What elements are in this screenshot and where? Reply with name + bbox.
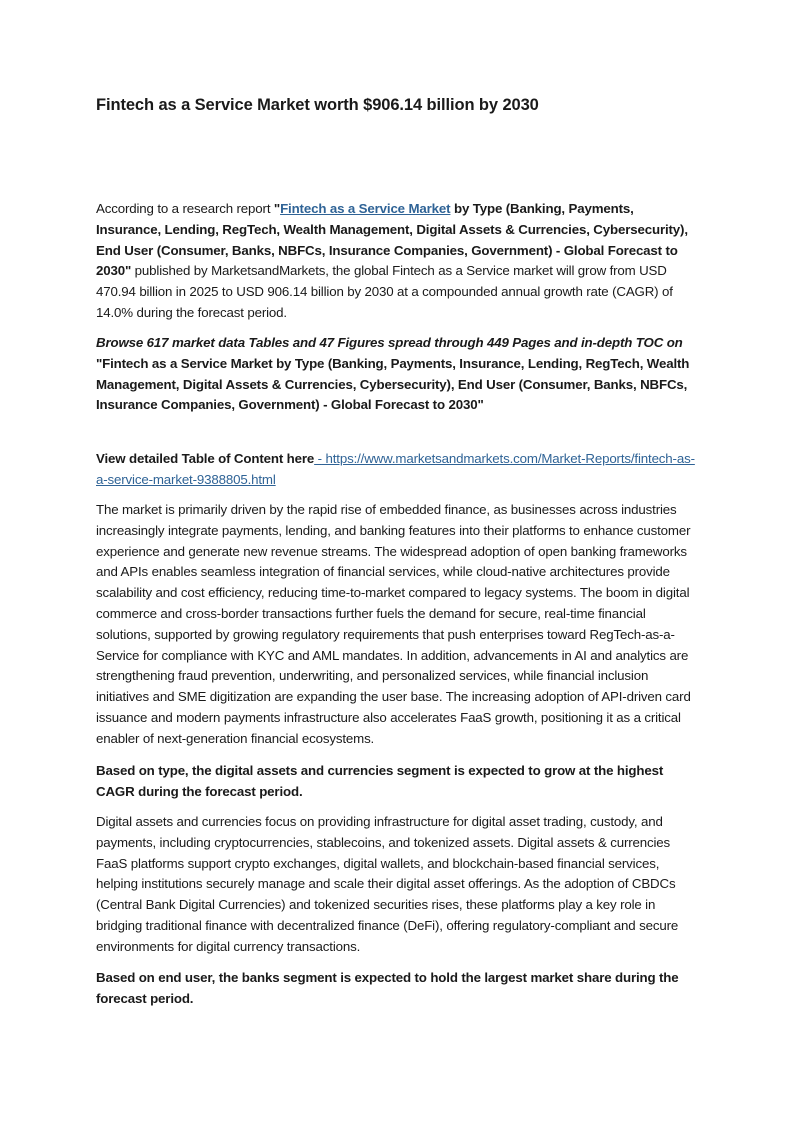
intro-tail: published by MarketsandMarkets, the global Fintech as a Service market will grow from USD 470.94 billion in 2025 to USD 906.14 billion by 2030 at a compounded annual growth rate (CAGR) of 14.0% during the forecast period. [96,263,673,320]
toc-url-link[interactable]: https://www.marketsandmarkets.com/Market-Reports/fintech-as-a-service-market-9388805.html [96,451,695,487]
browse-italic: Browse 617 market data Tables and 47 Figures spread through 449 Pages and in-depth TOC on [96,335,683,350]
intro-paragraph [96,199,700,324]
intro-lead: According to a research report [96,201,274,216]
browse-paragraph [96,333,700,416]
type-heading: Based on type, the digital assets and currencies segment is expected to grow at the highest CAGR during the forecast period. [96,763,664,799]
page-title: Fintech as a Service Market worth $906.14 billion by 2030 [96,96,539,114]
type-body: Digital assets and currencies focus on providing infrastructure for digital asset trading, custody, and payments, including cryptocurrencies, stablecoins, and tokenized assets. Digital assets & currencies FaaS platforms support crypto exchanges, digital wallets, and blockchain-based financial services, helping institutions securely manage and scale their digital asset offerings. As the adoption of CBDCs (Central Bank Digital Currencies) and tokenized securities rises, these platforms play a key role in bridging traditional finance with decentralized finance (DeFi), offering regulatory-compliant and secure environments for digital currency transactions. [96,814,679,954]
intro-quote-open: " [273,201,281,216]
drivers-paragraph: The market is primarily driven by the rapid rise of embedded finance, as businesses across industries increasingly integrate payments, lending, and banking features into their platforms to enhance customer experience and generate new revenue streams. The widespread adoption of open banking frameworks and APIs enables seamless integration of financial services, while cloud-native architectures provide scalability and cost efficiency, reducing time-to-market compared to legacy systems. The boom in digital commerce and cross-border transactions further fuels the demand for secure, real-time financial solutions, supported by growing regulatory requirements that push enterprises toward RegTech-as-a-Service for compliance with KYC and AML mandates. In addition, advancements in AI and analytics are strengthening fraud prevention, underwriting, and personalized services, while financial inclusion initiatives and SME digitization are expanding the user base. The increasing adoption of API-driven card issuance and modern payments infrastructure also accelerates FaaS growth, positioning it as a critical enabler of next-generation financial ecosystems. [96,502,691,746]
toc-dash[interactable]: - [314,451,322,466]
report-title: by Type (Banking, Payments, Insurance, Lending, RegTech, Wealth Management, Digital Assets & Currencies, Cybersecurity), End User (Consumer, Banks, NBFCs, Insurance Companies, Government) - Global Forecast to 2030" [96,201,688,279]
browse-report-title: "Fintech as a Service Market by Type (Banking, Payments, Insurance, Lending, RegTech, Wealth Management, Digital Assets & Currencies, Cybersecurity), End User (Consumer, Banks, NBFCs, Insurance Companies, Government) - Global Forecast to 2030" [96,355,690,413]
report-link[interactable]: Fintech as a Service Market [280,201,451,216]
toc-paragraph [96,449,700,491]
toc-label: View detailed Table of Content here [96,451,315,466]
enduser-heading: Based on end user, the banks segment is expected to hold the largest market share during the forecast period. [96,970,679,1006]
